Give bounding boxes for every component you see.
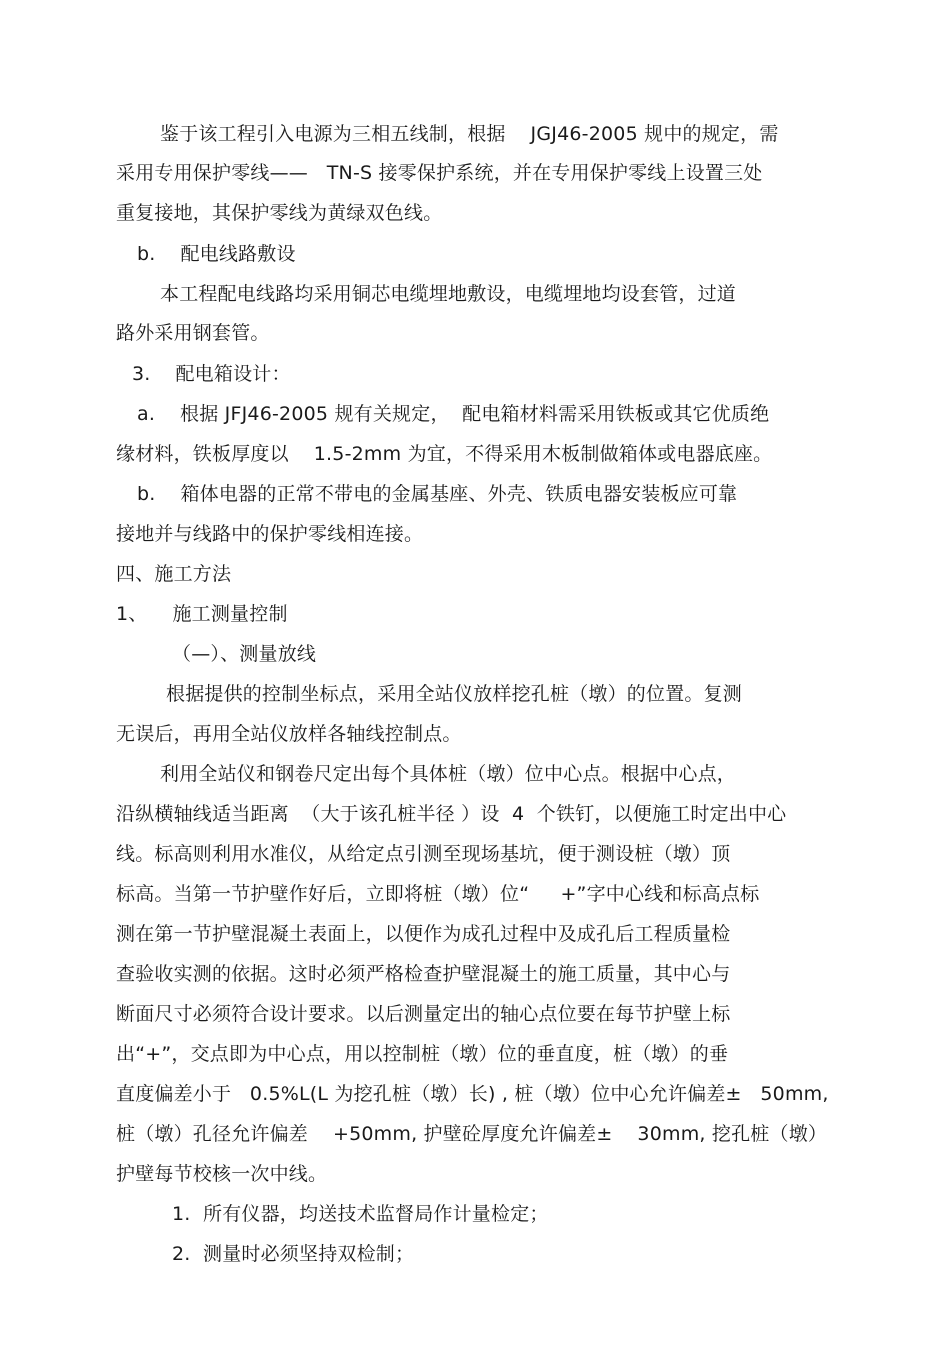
section-heading: 四、施工方法 [116,563,232,585]
paragraph-line: 重复接地，其保护零线为黄绿双色线。 [116,202,443,224]
paragraph-line: 鉴于该工程引入电源为三相五线制，根据 JGJ46-2005 规中的规定，需 [160,123,779,145]
paragraph-line: 断面尺寸必须符合设计要求。以后测量定出的轴心点位要在每节护壁上标 [116,1003,731,1025]
paragraph-line: 桩（墩）孔径允许偏差 +50mm, 护壁砼厚度允许偏差± 30mm, 挖孔桩（墩） [116,1123,828,1145]
paragraph-line: 标高。当第一节护壁作好后，立即将桩（墩）位“ +”字中心线和标高点标 [116,883,760,905]
paragraph-line: 线。标高则利用水准仪，从给定点引测至现场基坑，便于测设桩（墩）顶 [116,843,731,865]
section-heading: 3. 配电箱设计： [132,363,291,385]
list-item: 2. 测量时必须坚持双检制； [172,1243,415,1265]
paragraph-line: 利用全站仪和钢卷尺定出每个具体桩（墩）位中心点。根据中心点， [160,763,737,785]
paragraph-line: 出“+”，交点即为中心点，用以控制桩（墩）位的垂直度，桩（墩）的垂 [116,1043,729,1065]
paragraph-line: b. 箱体电器的正常不带电的金属基座、外壳、铁质电器安装板应可靠 [137,483,738,505]
paragraph-line: 本工程配电线路均采用铜芯电缆埋地敷设，电缆埋地均设套管，过道 [160,283,737,305]
paragraph-line: 无误后，再用全站仪放样各轴线控制点。 [116,723,462,745]
paragraph-line: 接地并与线路中的保护零线相连接。 [116,523,424,545]
paragraph-line: 直度偏差小于 0.5%L(L 为挖孔桩（墩）长) , 桩（墩）位中心允许偏差± 50mm, [116,1083,829,1105]
section-heading: 1、 施工测量控制 [116,603,288,625]
paragraph-line: 根据提供的控制坐标点，采用全站仪放样挖孔桩（墩）的位置。复测 [166,683,743,705]
paragraph-line: a. 根据 JFJ46-2005 规有关规定， 配电箱材料需采用铁板或其它优质绝 [137,403,770,425]
paragraph-line: 沿纵横轴线适当距离 （大于该孔桩半径 ）设 4 个铁钉，以便施工时定出中心 [116,803,787,825]
list-item: 1. 所有仪器，均送技术监督局作计量检定； [172,1203,549,1225]
paragraph-line: 路外采用钢套管。 [116,322,270,344]
paragraph-line: 查验收实测的依据。这时必须严格检查护壁混凝土的施工质量，其中心与 [116,963,731,985]
subsection-heading: （—）、测量放线 [172,643,317,665]
paragraph-line: 护壁每节校核一次中线。 [116,1163,328,1185]
list-item-label: b. 配电线路敷设 [137,243,296,265]
paragraph-line: 缘材料，铁板厚度以 1.5-2mm 为宜，不得采用木板制做箱体或电器底座。 [116,443,773,465]
paragraph-line: 测在第一节护壁混凝土表面上，以便作为成孔过程中及成孔后工程质量检 [116,923,731,945]
paragraph-line: 采用专用保护零线—— TN-S 接零保护系统，并在专用保护零线上设置三处 [116,162,763,184]
